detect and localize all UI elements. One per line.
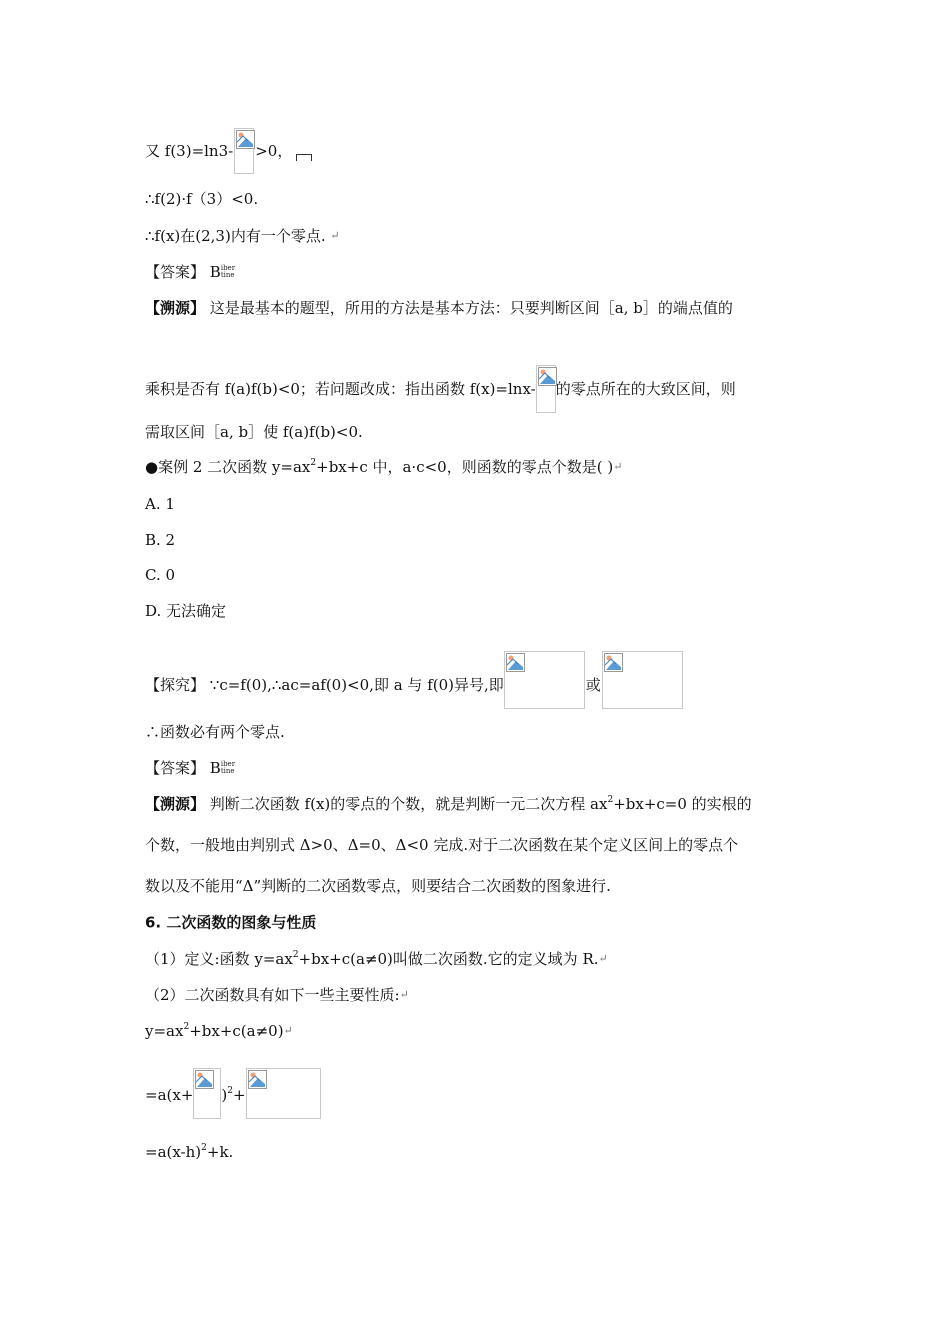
tiny-annotation: iber tine <box>220 263 236 279</box>
small-bracket-icon <box>296 154 312 161</box>
line-zero-point: ∴f(x)在(2,3)内有一个零点. ↵ <box>145 227 340 245</box>
broken-image-icon <box>506 653 525 672</box>
line-properties: （2）二次函数具有如下一些主要性质:↵ <box>145 986 409 1004</box>
equation-3: $=a(x-h)^2+k$. <box>145 1143 234 1161</box>
line-source-1c: 需取区间［a, b］使 f(a)f(b)<0. <box>145 423 363 441</box>
formula-image <box>536 365 556 413</box>
section-heading: 6. 二次函数的图象与性质 <box>145 913 317 932</box>
line-answer-1: 【答案】 Biber tine <box>145 263 236 281</box>
line-conclusion: ∴函数必有两个零点. <box>145 723 285 741</box>
paragraph-mark: ↵ <box>330 229 340 242</box>
line-definition: （1）定义:函数 $y=ax^2+bx+c(a\ne 0)$叫做二次函数.它的定义域为 R.↵ <box>145 950 608 968</box>
broken-image-icon <box>248 1070 267 1089</box>
option-a: A. 1 <box>145 495 175 513</box>
line-source-1b: 乘积是否有 f(a)f(b)<0；若问题改成：指出函数 f(x)=lnx- 的零点所在的大致区间，则 <box>145 365 736 413</box>
broken-image-icon <box>195 1070 214 1089</box>
line-f3: 又 f(3)=ln3- >0， <box>145 128 312 174</box>
paragraph-mark: ↵ <box>598 952 608 965</box>
formula-image <box>193 1068 221 1119</box>
line-source-2: 【溯源】 判断二次函数 f(x)的零点的个数，就是判断一元二次方程 $ax^2+bx+c=0$ 的实根的 <box>145 795 752 813</box>
formula-image <box>504 651 585 709</box>
paragraph-mark: ↵ <box>613 460 623 473</box>
formula-image <box>602 651 683 709</box>
broken-image-icon <box>236 130 255 149</box>
line-source-2b: 个数，一般地由判别式 Δ>0、Δ=0、Δ<0 完成.对于二次函数在某个定义区间上的零点个 <box>145 836 739 854</box>
option-b: B. 2 <box>145 531 176 549</box>
tiny-annotation: iber tine <box>220 759 236 775</box>
line-product: ∴f(2)·f（3）<0. <box>145 190 259 208</box>
formula-image <box>246 1068 321 1119</box>
line-source-1: 【溯源】 这是最基本的题型，所用的方法是基本方法：只要判断区间［a, b］的端点值的 <box>145 299 733 317</box>
line-source-2c: 数以及不能用“Δ”判断的二次函数零点，则要结合二次函数的图象进行. <box>145 877 611 895</box>
broken-image-icon <box>604 653 623 672</box>
option-c: C. 0 <box>145 566 176 584</box>
equation-2: =a(x+ )$^2$+ <box>145 1068 321 1119</box>
line-answer-2: 【答案】 Biber tine <box>145 759 236 777</box>
paragraph-mark: ↵ <box>399 988 409 1001</box>
broken-image-icon <box>538 367 557 386</box>
equation-1: $y=ax^2+bx+c(a\ne 0)↵$ <box>145 1022 293 1040</box>
line-explore: 【探究】 ∵c=f(0),∴ac=af(0)<0,即 a 与 f(0)异号,即 或 <box>145 651 683 709</box>
formula-image <box>234 128 254 174</box>
paragraph-mark: ↵ <box>283 1024 293 1037</box>
line-case-2: ●案例 2 二次函数 $y=ax^2+bx+c$ 中，a·c<0，则函数的零点个数是( )↵ <box>145 458 623 476</box>
option-d: D. 无法确定 <box>145 602 227 620</box>
